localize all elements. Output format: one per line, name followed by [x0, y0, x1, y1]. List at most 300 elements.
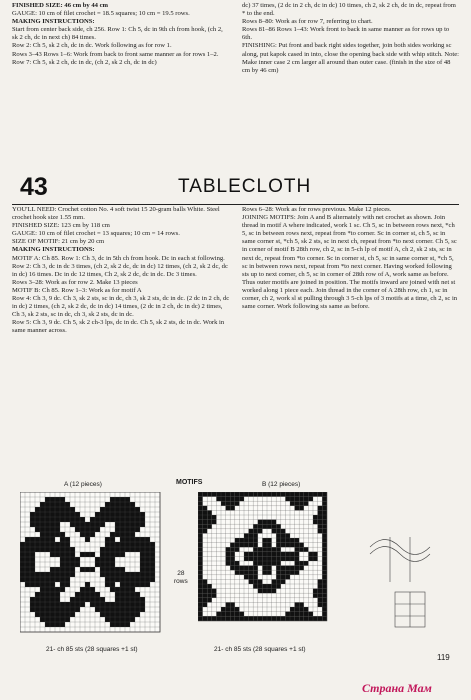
- filled-square: [304, 492, 309, 497]
- filled-square: [322, 566, 327, 571]
- filled-square: [100, 612, 105, 617]
- filled-square: [35, 597, 40, 602]
- filled-square: [295, 616, 300, 621]
- filled-square: [318, 524, 323, 529]
- filled-square: [135, 517, 140, 522]
- filled-square: [120, 582, 125, 587]
- filled-square: [299, 612, 304, 617]
- filled-square: [100, 552, 105, 557]
- filled-square: [85, 582, 90, 587]
- filled-square: [212, 492, 217, 497]
- filled-square: [285, 552, 290, 557]
- filled-square: [75, 592, 80, 597]
- filled-square: [308, 616, 313, 621]
- filled-square: [75, 557, 80, 562]
- making-instructions-heading: MAKING INSTRUCTIONS:: [12, 246, 95, 254]
- filled-square: [50, 617, 55, 622]
- filled-square: [258, 529, 263, 534]
- filled-square: [45, 537, 50, 542]
- filled-square: [322, 561, 327, 566]
- filled-square: [322, 579, 327, 584]
- filled-square: [85, 522, 90, 527]
- filled-square: [235, 607, 240, 612]
- filled-square: [130, 547, 135, 552]
- filled-square: [95, 512, 100, 517]
- filled-square: [55, 512, 60, 517]
- filled-square: [276, 492, 281, 497]
- filled-square: [203, 598, 208, 603]
- filled-square: [239, 538, 244, 543]
- filled-square: [115, 497, 120, 502]
- filled-square: [30, 572, 35, 577]
- filled-square: [235, 538, 240, 543]
- filled-square: [60, 622, 65, 627]
- filled-square: [55, 572, 60, 577]
- filled-square: [281, 529, 286, 534]
- filled-square: [35, 572, 40, 577]
- filled-square: [110, 552, 115, 557]
- filled-square: [70, 612, 75, 617]
- filled-square: [308, 497, 313, 502]
- filled-square: [125, 597, 130, 602]
- filled-square: [285, 616, 290, 621]
- filled-square: [226, 501, 231, 506]
- filled-square: [253, 566, 258, 571]
- filled-square: [145, 537, 150, 542]
- filled-square: [55, 517, 60, 522]
- filled-square: [198, 501, 203, 506]
- filled-square: [145, 567, 150, 572]
- filled-square: [35, 522, 40, 527]
- filled-square: [130, 522, 135, 527]
- filled-square: [313, 520, 318, 525]
- filled-square: [35, 527, 40, 532]
- filled-square: [276, 561, 281, 566]
- filled-square: [25, 572, 30, 577]
- filled-square: [20, 557, 25, 562]
- filled-square: [130, 542, 135, 547]
- filled-square: [267, 561, 272, 566]
- filled-square: [30, 562, 35, 567]
- filled-square: [203, 616, 208, 621]
- filled-square: [125, 622, 130, 627]
- filled-square: [221, 616, 226, 621]
- filled-square: [258, 584, 263, 589]
- filled-square: [50, 572, 55, 577]
- filled-square: [120, 502, 125, 507]
- filled-square: [253, 556, 258, 561]
- filled-square: [25, 542, 30, 547]
- filled-square: [50, 542, 55, 547]
- filled-square: [65, 557, 70, 562]
- filled-square: [35, 542, 40, 547]
- filled-square: [35, 507, 40, 512]
- filled-square: [285, 556, 290, 561]
- filled-square: [105, 507, 110, 512]
- filled-square: [125, 497, 130, 502]
- filled-square: [20, 567, 25, 572]
- filled-square: [45, 612, 50, 617]
- filled-square: [125, 582, 130, 587]
- filled-square: [120, 617, 125, 622]
- filled-square: [45, 617, 50, 622]
- filled-square: [262, 543, 267, 548]
- filled-square: [299, 602, 304, 607]
- filled-square: [35, 537, 40, 542]
- filled-square: [295, 552, 300, 557]
- filled-square: [290, 616, 295, 621]
- filled-square: [65, 582, 70, 587]
- filled-square: [115, 572, 120, 577]
- filled-square: [290, 556, 295, 561]
- filled-square: [30, 512, 35, 517]
- filled-square: [322, 529, 327, 534]
- filled-square: [65, 552, 70, 557]
- filled-square: [50, 612, 55, 617]
- filled-square: [115, 507, 120, 512]
- filled-square: [65, 607, 70, 612]
- filled-square: [35, 517, 40, 522]
- filled-square: [322, 570, 327, 575]
- filled-square: [135, 607, 140, 612]
- filled-square: [140, 537, 145, 542]
- filled-square: [253, 579, 258, 584]
- filled-square: [226, 492, 231, 497]
- filled-square: [203, 510, 208, 515]
- filled-square: [295, 556, 300, 561]
- gauge-text: GAUGE: 10 cm of filet crochet = 18.5 squares; 10 cm = 19.5 rows.: [12, 10, 190, 18]
- materials-text: YOU'LL NEED: Crochet cotton No. 4 soft twist 15 20-gram balls White. Steel crochet hook size 1.55 mm.: [12, 206, 220, 222]
- filled-square: [40, 517, 45, 522]
- filled-square: [110, 562, 115, 567]
- filled-square: [60, 617, 65, 622]
- filled-square: [276, 524, 281, 529]
- filled-square: [230, 612, 235, 617]
- filled-square: [299, 501, 304, 506]
- joining-diagram: [350, 492, 445, 642]
- filled-square: [230, 561, 235, 566]
- filled-square: [267, 538, 272, 543]
- filled-square: [50, 577, 55, 582]
- filled-square: [198, 552, 203, 557]
- filled-square: [50, 512, 55, 517]
- filled-square: [253, 492, 258, 497]
- filled-square: [70, 572, 75, 577]
- filled-square: [203, 589, 208, 594]
- filled-square: [230, 547, 235, 552]
- filled-square: [285, 575, 290, 580]
- filled-square: [105, 502, 110, 507]
- filled-square: [198, 506, 203, 511]
- filled-square: [110, 507, 115, 512]
- filled-square: [198, 579, 203, 584]
- filled-square: [80, 527, 85, 532]
- motif-a-footer: 21- ch 85 sts (28 squares +1 st): [46, 646, 138, 653]
- filled-square: [120, 507, 125, 512]
- filled-square: [60, 567, 65, 572]
- filled-square: [65, 577, 70, 582]
- filled-square: [75, 602, 80, 607]
- filled-square: [55, 617, 60, 622]
- filled-square: [130, 577, 135, 582]
- filled-square: [45, 502, 50, 507]
- filled-square: [239, 566, 244, 571]
- instruction-paragraph: Rows 6–28: Work as for rows previous. Make 12 pieces.: [242, 206, 392, 213]
- filled-square: [60, 537, 65, 542]
- motif-b-chart: [198, 492, 328, 642]
- filled-square: [20, 562, 25, 567]
- filled-square: [203, 584, 208, 589]
- filled-square: [130, 502, 135, 507]
- filled-square: [90, 602, 95, 607]
- filled-square: [110, 612, 115, 617]
- filled-square: [20, 547, 25, 552]
- filled-square: [299, 607, 304, 612]
- motif-b-label: B (12 pieces): [262, 481, 301, 488]
- filled-square: [120, 542, 125, 547]
- filled-square: [322, 501, 327, 506]
- joining-motifs-paragraph: JOINING MOTIFS: Join A and B alternately with net crochet as shown. Join thread in motif A where indicated, work 1 sc. Ch 5, sc in between rows next, *ch 5, sc in between rows next, repeat from *to corner. Sc in corner st, ch 5, sc in same corner st, *ch 5, sk 2 sts, sc in next ch, repeat from *to next corner. Ch 5, sc in corner of motif B 28th row, ch 2, sc in 5-ch lp of motif A, ch 2, sk 2 sts, sc in next dc, repeat from *to corner. Sc in corner st, ch 5, sc in same corner st, *ch 5, sc in between rows next, repeat from *to next corner. Having worked following sts up to next corner, ch 5, sc in corner of 28th row of A, work same as before. Thus outer motifs are joined in position. The motifs inward are joined with net st worked along 1 piece each. Join thread in the corner of A 28th row, ch 1, sc in corner, ch 2, work sl st pulling through 3 5-ch lps of 3 motifs at a time, ch 2, sc in same corner. Work following sts same as before.: [242, 214, 458, 311]
- filled-square: [20, 572, 25, 577]
- filled-square: [95, 522, 100, 527]
- filled-square: [115, 602, 120, 607]
- filled-square: [299, 566, 304, 571]
- filled-square: [55, 597, 60, 602]
- filled-square: [20, 542, 25, 547]
- filled-square: [198, 616, 203, 621]
- filled-square: [318, 510, 323, 515]
- filled-square: [135, 522, 140, 527]
- filled-square: [244, 538, 249, 543]
- filled-square: [130, 582, 135, 587]
- filled-square: [276, 570, 281, 575]
- filled-square: [120, 592, 125, 597]
- filled-square: [65, 547, 70, 552]
- filled-square: [299, 561, 304, 566]
- filled-square: [304, 607, 309, 612]
- filled-square: [25, 552, 30, 557]
- filled-square: [105, 542, 110, 547]
- filled-square: [45, 587, 50, 592]
- filled-square: [258, 524, 263, 529]
- filled-square: [135, 527, 140, 532]
- filled-square: [55, 552, 60, 557]
- filled-square: [110, 512, 115, 517]
- filled-square: [110, 602, 115, 607]
- filled-square: [299, 497, 304, 502]
- filled-square: [110, 617, 115, 622]
- filled-square: [140, 577, 145, 582]
- filled-square: [203, 579, 208, 584]
- filled-square: [203, 529, 208, 534]
- filled-square: [115, 617, 120, 622]
- filled-square: [272, 529, 277, 534]
- filled-square: [198, 566, 203, 571]
- filled-square: [80, 567, 85, 572]
- filled-square: [281, 566, 286, 571]
- filled-square: [322, 552, 327, 557]
- filled-square: [110, 502, 115, 507]
- filled-square: [55, 497, 60, 502]
- filled-square: [198, 529, 203, 534]
- filled-square: [70, 552, 75, 557]
- filled-square: [262, 556, 267, 561]
- filled-square: [115, 622, 120, 627]
- filled-square: [230, 497, 235, 502]
- filled-square: [55, 522, 60, 527]
- filled-square: [150, 557, 155, 562]
- filled-square: [253, 524, 258, 529]
- filled-square: [45, 507, 50, 512]
- filled-square: [40, 577, 45, 582]
- filled-square: [120, 577, 125, 582]
- filled-square: [115, 587, 120, 592]
- filled-square: [75, 597, 80, 602]
- filled-square: [258, 547, 263, 552]
- filled-square: [272, 524, 277, 529]
- filled-square: [262, 561, 267, 566]
- filled-square: [198, 561, 203, 566]
- filled-square: [276, 575, 281, 580]
- filled-square: [70, 512, 75, 517]
- filled-square: [100, 522, 105, 527]
- filled-square: [95, 557, 100, 562]
- filled-square: [290, 570, 295, 575]
- filled-square: [226, 506, 231, 511]
- filled-square: [55, 622, 60, 627]
- filled-square: [235, 612, 240, 617]
- filled-square: [322, 524, 327, 529]
- filled-square: [253, 552, 258, 557]
- filled-square: [80, 592, 85, 597]
- filled-square: [239, 492, 244, 497]
- filled-square: [25, 567, 30, 572]
- filled-square: [90, 517, 95, 522]
- filled-square: [50, 547, 55, 552]
- filled-square: [295, 612, 300, 617]
- filled-square: [45, 517, 50, 522]
- filled-square: [135, 537, 140, 542]
- filled-square: [318, 579, 323, 584]
- filled-square: [207, 520, 212, 525]
- filled-square: [145, 572, 150, 577]
- filled-square: [258, 552, 263, 557]
- filled-square: [45, 577, 50, 582]
- filled-square: [50, 517, 55, 522]
- filled-square: [50, 567, 55, 572]
- filled-square: [65, 537, 70, 542]
- filled-square: [262, 589, 267, 594]
- filled-square: [60, 607, 65, 612]
- filled-square: [115, 612, 120, 617]
- filled-square: [295, 497, 300, 502]
- filled-square: [100, 572, 105, 577]
- filled-square: [60, 557, 65, 562]
- motif-b-paragraph: MOTIF B: Ch 85. Row 1–3: Work as for motif A: [12, 286, 142, 294]
- filled-square: [295, 538, 300, 543]
- filled-square: [198, 547, 203, 552]
- filled-square: [45, 542, 50, 547]
- filled-square: [120, 567, 125, 572]
- filled-square: [70, 522, 75, 527]
- motif-size-text: SIZE OF MOTIF: 21 cm by 20 cm: [12, 238, 105, 246]
- filled-square: [272, 579, 277, 584]
- filled-square: [125, 547, 130, 552]
- filled-square: [130, 592, 135, 597]
- instruction-paragraph: Rows 8–80: Work as for row 7, referring to chart.: [242, 18, 373, 26]
- filled-square: [125, 587, 130, 592]
- filled-square: [25, 577, 30, 582]
- filled-square: [125, 612, 130, 617]
- filled-square: [50, 552, 55, 557]
- filled-square: [322, 520, 327, 525]
- filled-square: [125, 517, 130, 522]
- filled-square: [244, 552, 249, 557]
- filled-square: [262, 520, 267, 525]
- filled-square: [207, 510, 212, 515]
- filled-square: [50, 527, 55, 532]
- filled-square: [198, 612, 203, 617]
- filled-square: [60, 572, 65, 577]
- filled-square: [290, 497, 295, 502]
- filled-square: [140, 542, 145, 547]
- filled-square: [60, 547, 65, 552]
- filled-square: [244, 492, 249, 497]
- filled-square: [207, 598, 212, 603]
- filled-square: [80, 597, 85, 602]
- filled-square: [40, 587, 45, 592]
- filled-square: [318, 593, 323, 598]
- filled-square: [267, 552, 272, 557]
- finishing-paragraph: FINISHING: Put front and back right sides together, join both sides working sc along, put kapok cased in into, close the opening back side with whip stitch. Note: Make inner case 2 cm larger all around than outer case. (finish in the size of 48 cm by 46 cm): [242, 42, 460, 74]
- instruction-paragraph: Rows 81–86 Rows 1–43: Work front to back in same manner as for rows up to 6th.: [242, 26, 450, 42]
- filled-square: [140, 517, 145, 522]
- filled-square: [115, 577, 120, 582]
- filled-square: [60, 582, 65, 587]
- filled-square: [115, 532, 120, 537]
- filled-square: [267, 547, 272, 552]
- filled-square: [267, 524, 272, 529]
- filled-square: [290, 607, 295, 612]
- filled-square: [40, 537, 45, 542]
- filled-square: [203, 593, 208, 598]
- filled-square: [130, 597, 135, 602]
- filled-square: [318, 589, 323, 594]
- filled-square: [230, 552, 235, 557]
- filled-square: [95, 597, 100, 602]
- filled-square: [30, 557, 35, 562]
- filled-square: [308, 556, 313, 561]
- filled-square: [150, 547, 155, 552]
- filled-square: [100, 557, 105, 562]
- filled-square: [285, 612, 290, 617]
- filled-square: [135, 582, 140, 587]
- filled-square: [140, 597, 145, 602]
- filled-square: [100, 607, 105, 612]
- filled-square: [130, 532, 135, 537]
- filled-square: [198, 515, 203, 520]
- filled-square: [105, 517, 110, 522]
- filled-square: [249, 538, 254, 543]
- filled-square: [276, 538, 281, 543]
- filled-square: [235, 501, 240, 506]
- filled-square: [75, 562, 80, 567]
- filled-square: [258, 589, 263, 594]
- filled-square: [198, 556, 203, 561]
- filled-square: [30, 522, 35, 527]
- filled-square: [105, 567, 110, 572]
- filled-square: [253, 584, 258, 589]
